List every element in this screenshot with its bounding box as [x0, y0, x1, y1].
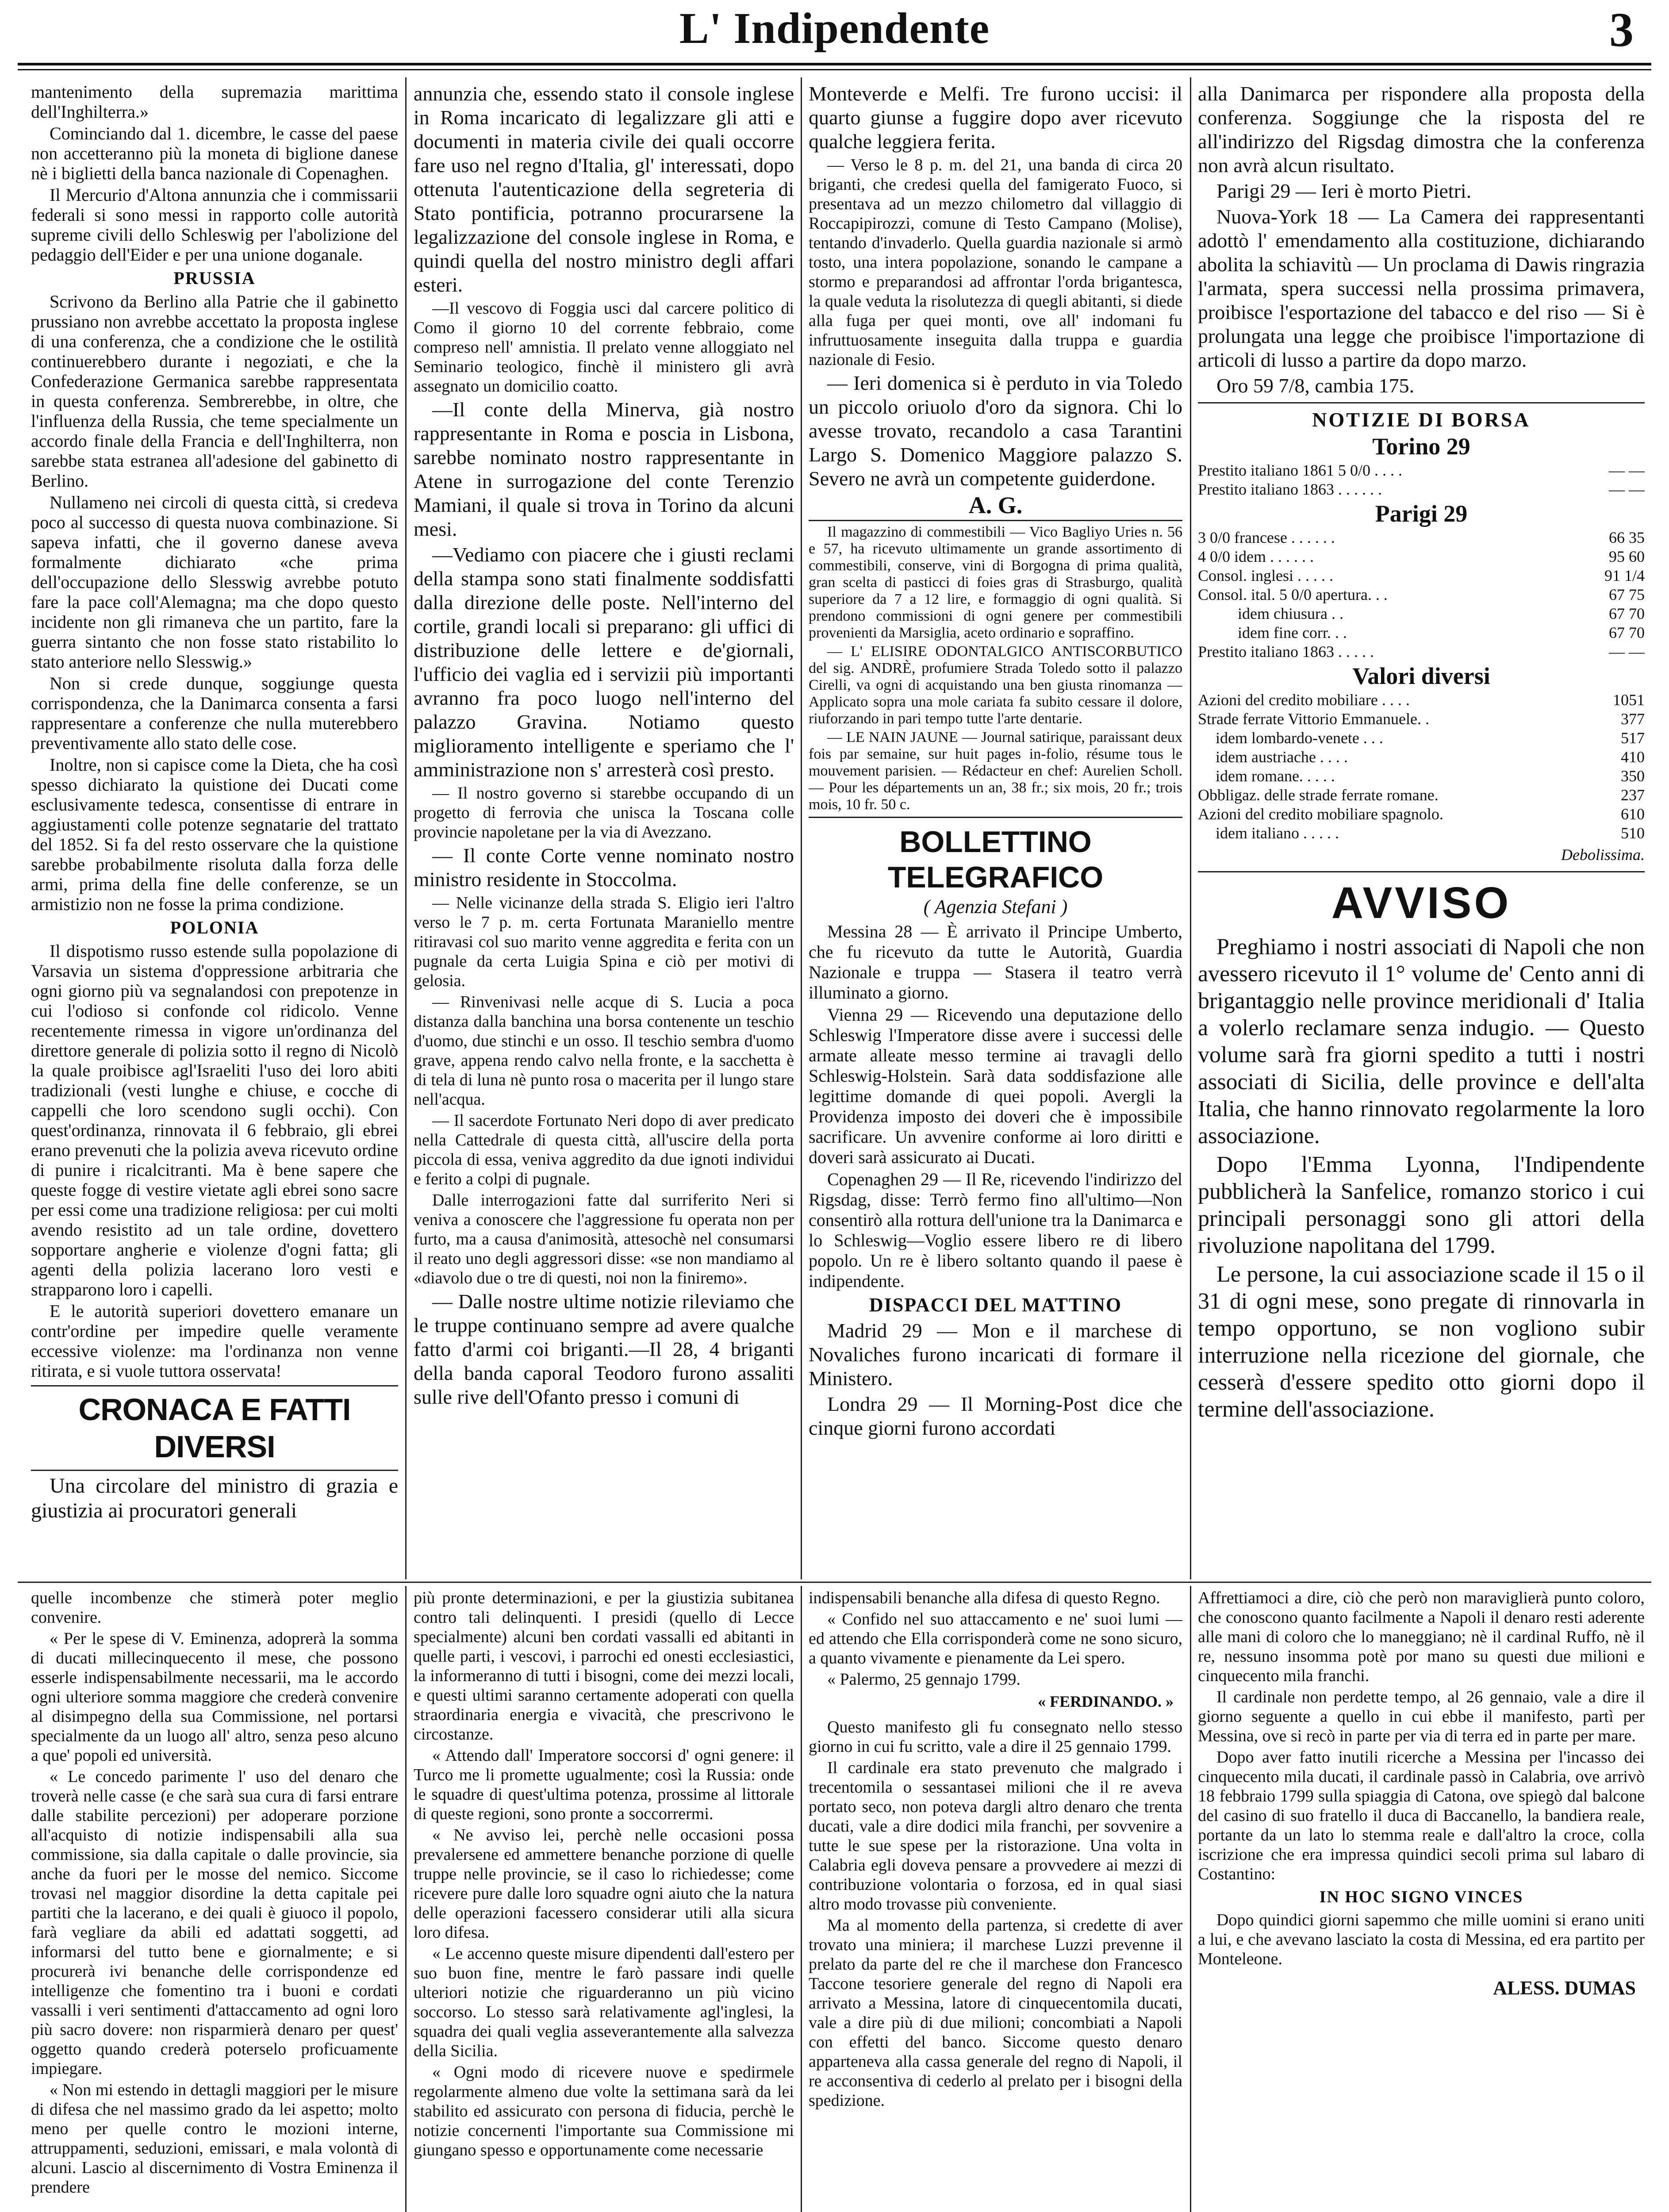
table-row [1198, 786, 1645, 805]
feuilleton-column-2 [414, 1588, 794, 2212]
feuilleton-paragraph: Dopo quindici giorni sapemmo che mille uomini si erano uniti a lui, e che avevano lasciato la costa di Messina, ed era partito per Monteleone. [1198, 1911, 1645, 1968]
stock-label: Consol. inglesi . . . . . [1198, 567, 1334, 584]
feuilleton-paragraph: indispensabili benanche alla difesa di questo Regno. [809, 1589, 1160, 1607]
article-paragraph: mantenimento della supremazia marittima dell'Inghilterra.» [31, 82, 398, 122]
stock-table-valori [1198, 691, 1645, 843]
stock-value: 410 [1621, 748, 1645, 766]
feuilleton-paragraph: Il cardinale non perdette tempo, al 26 gennaio, vale a dire il giorno seguente a quello in cui ebbe il manifesto, partì per Messina, ove si recò in parte per via di terra ed in parte per mare. [1198, 1688, 1645, 1745]
stock-value: 237 [1621, 786, 1645, 804]
stock-value: 67 70 [1609, 605, 1645, 622]
stock-value: 350 [1621, 767, 1645, 785]
stock-table-torino [1198, 461, 1645, 499]
feuilleton-separator [18, 1582, 1651, 1583]
article-paragraph: Non si crede dunque, soggiunge questa corrispondenza, che la Danimarca consenta a farsi rappresentare a conferenze che nulla muterebbero preventivamente allo stato delle cose. [31, 673, 398, 753]
letter-signature: « FERDINANDO. » [1037, 1693, 1174, 1710]
article-paragraph: Una circolare del ministro di grazia e giustizia ai procuratori generali [31, 1474, 398, 1522]
article-paragraph: Il Mercurio d'Altona annunzia che i commissarii federali si sono messi in rapporto colle autorità supreme civili dello Schleswig per l'abolizione del pedaggio dell'Eider e per una unione doganale. [31, 185, 398, 265]
article-paragraph: Nullameno nei circoli di questa città, si credeva poco al successo di questa nuova combinazione. Si sapeva infatti, che il governo danese aveva formalmente dichiarato «che prima dell'occupazione dello Slesswig avrebbe potuto fare la pace coll'Alemagna; ma che dopo questo incidente non gli rimaneva che un partito, fare la guerra sintanto che non fosse stato ristabilito lo stato anteriore nello Slesswig.» [31, 492, 398, 672]
table-row [1198, 729, 1645, 748]
stock-value: 91 1/4 [1604, 567, 1645, 584]
stock-exchange-city: Parigi 29 [1375, 500, 1468, 527]
stock-label: idem fine corr. . . [1238, 624, 1347, 641]
feuilleton-paragraph: « Palermo, 25 gennajo 1799. [827, 1670, 1021, 1689]
advertisement: — LE NAIN JAUNE — Journal satirique, paraissant deux fois par semaine, sur huit pages in-folio, résume tous le mouvement parisien. — Rédacteur en chef: Aurelien Scholl. — Pour les départements un an, 38 fr.; six mois, 20 fr.; trois mois, 10 fr. 50 c. [809, 729, 1182, 813]
telegram-item: Madrid 29 — Mon e il marchese di Novaliches furono incaricati di formare il Ministero. [809, 1319, 1182, 1390]
masthead-rule [18, 63, 1651, 65]
stock-label: idem austriache . . . . [1216, 748, 1348, 766]
article-paragraph: Cominciando dal 1. dicembre, le casse del paese non accetteranno più la moneta di biglione danese nè i biglietti della banca nazionale di Copenaghen. [31, 123, 398, 183]
feuilleton-paragraph: « Le concedo parimente l' uso del denaro che troverà nelle casse (e che sarà sua cura di farsi entrare dalle stabilite percezioni) per adoperare porzione all'acquisto di notizie indispensabili alla sua commissione, sia dalla capitale o dalle provincie, sia anche da fuori per le mosse del nemico. Siccome trovasi nel maggior disordine la detta capitale pei partiti che la lacerano, e dei quali è giuoco il popolo, farà vegliare da abili ed adattati soggetti, ad informarsi del tutto bene e giornalmente; e si procurerà ivi benanche delle corrispondenze ed intelligenze che fomentino tra i buoni e cordati vassalli i veri sentimenti d'attaccamento ad ogni loro più sacro dovere: non risparmierà denaro per quest' oggetto quando crederà poterselo proficuamente impiegare. [31, 1767, 398, 2078]
section-rule [809, 520, 1182, 521]
article-paragraph: — Nelle vicinanze della strada S. Eligio ieri l'altro verso le 7 p. m. certa Fortunata Maraniello mentre ritiravasi col suo marito venne aggredita e ferita con un pugnale da certa Luigia Spina e ciò per motivi di gelosia. [414, 894, 794, 990]
telegram-item: Copenaghen 29 — Il Re, ricevendo l'indirizzo del Rigsdag, disse: Terrò fermo fino all'ultimo—Non consentirò alla rottura dell'unione tra la Danimarca e lo Schleswig—Voglio essere libero re di libero popolo. Un re è libero soltanto quando il paese è indipendente. [809, 1169, 1182, 1291]
masthead [18, 0, 1651, 75]
feuilleton-column-1 [31, 1588, 398, 2212]
stock-value: — — [1609, 643, 1645, 661]
article-paragraph: annunzia che, essendo stato il console inglese in Roma incaricato di legalizzare gli atti e documenti in materia civile dei quali occorre fare uso nel regno d'Italia, gl' interessati, dopo ottenuta l'autenticazione della segreteria di Stato pontificia, potranno procurarsene la legalizzazione del console inglese in Roma, e quindi quella del nostro ministro degli affari esteri. [414, 82, 794, 296]
telegram-item: Oro 59 7/8, cambia 175. [1216, 374, 1415, 397]
feuilleton-paragraph: Dopo aver fatto inutili ricerche a Messina per l'incasso dei cinquecento mila ducati, il cardinale passò in Calabria, ove arrivò 18 febbraio 1799 sulla spiaggia di Catona, ove spiegò dal balcone del casino di suo fratello il duca di Baccanello, la bandiera reale, portante da un lato lo stemma reale e dall'altro la croce, colla iscrizione che era impressa quindici secoli prima sul labaro di Costantino: [1198, 1748, 1645, 1883]
article-paragraph: Scrivono da Berlino alla Patrie che il gabinetto prussiano non avrebbe accettato la proposta inglese di una conferenza, che a condizione che le ostilità continuerebbero durante i negoziati, e che la Confederazione Germanica sarebbe rappresentata in questa conferenza. Sembrerebbe, in oltre, che l'influenza della Russia, che teme specialmente un accordo finale della Francia e dell'Inghilterra, non sarebbe stata estranea all'adesione del gabinetto di Berlino. [31, 292, 398, 491]
feuilleton-paragraph: Ma al momento della partenza, si credette di aver trovato una miniera; il marchese Luzzi prevenne il prelato da parte del re che il marchese don Francesco Taccone tesoriere generale del regno di Napoli era arrivato a Messina, latore di cinquecentomila ducati, vale a dire più di due milioni; concombiati a Napoli con effetti del banco. Siccome questo denaro apparteneva alla cassa generale del regno di Napoli, il re acconsentiva di cederlo al prelato per i bisogni della spedizione. [809, 1916, 1182, 2110]
section-subheading: ( Agenzia Stefani ) [923, 896, 1068, 918]
feuilleton-paragraph: « Ogni modo di ricevere nuove e spedirmele regolarmente almeno due volte la settimana sarà da lei stabilito ed assicurato con persona di fiducia, perchè le notizie concernenti l'importante sua Commissione mi giungano spesso e opportunamente come necessarie [414, 2063, 794, 2159]
feuilleton-column-3 [809, 1588, 1182, 2212]
article-paragraph: —Vediamo con piacere che i giusti reclami della stampa sono stati finalmente soddisfatti dalla direzione delle poste. Nell'interno del cortile, grandi locali si preparano: gli uffici di distribuzione delle lettere e de'giornali, l'ufficio dei vaglia ed i servizii più importanti avranno fra poco luogo nell'interno del palazzo Gravina. Notiamo questo miglioramento intelligente e speriamo che l' amministrazione non s' arresterà così presto. [414, 543, 794, 781]
table-row [1198, 748, 1645, 767]
table-row [1198, 585, 1645, 604]
section-heading-avviso: AVVISO [1331, 878, 1512, 928]
table-row [1198, 528, 1645, 547]
section-heading-polonia: POLONIA [170, 918, 259, 937]
feuilleton-paragraph: « Ne avviso lei, perchè nelle occasioni possa prevalersene ed ammettere benanche porzione di quelle truppe nelle provincie, se il caso lo richiedesse; come ricevere pure dalle loro squadre ogni aiuto che la natura delle operazioni facessero considerar utili alla sicura loro difesa. [414, 1826, 794, 1942]
stock-value: — — [1609, 461, 1645, 479]
table-row [1198, 547, 1645, 566]
stock-label: Azioni del credito mobiliare spagnolo. [1198, 805, 1443, 823]
stock-label: Prestito italiano 1863 . . . . . [1198, 643, 1374, 661]
stock-exchange-section: Valori diversi [1352, 663, 1490, 689]
feuilleton-paragraph: « Le accenno queste misure dipendenti dall'estero per suo buon fine, mentre le farò passare indi quelle ulteriori notizie che riguarderanno un più vicino soccorso. Lo stesso sarà relativamente agl'inglesi, la squadra dei quali veglia asseverantemente alla salvezza della Sicilia. [414, 1944, 794, 2060]
article-paragraph: Monteverde e Melfi. Tre furono uccisi: il quarto giunse a fuggire dopo aver ricevuto qualche leggiera ferita. [809, 82, 1182, 153]
column-divider [1190, 1586, 1191, 2212]
stock-label: Consol. ital. 5 0/0 apertura. . . [1198, 586, 1388, 603]
section-heading-cronaca: CRONACA E FATTI DIVERSI [78, 1392, 351, 1464]
article-paragraph: Inoltre, non si capisce come la Dieta, che ha così spesso dichiarato la quistione dei Ducati come esclusivamente tedesca, consentisse di entrare in aggiustamenti colle potenze segnatarie del trattato del 1852. Si fa del resto osservare che la quistione sarebbe probabilmente risoluta dalla forza delle armi, prima della fine delle conferenze, se un armistizio non ne fosse la prima condizione. [31, 755, 398, 914]
stock-label: idem lombardo-venete . . . [1216, 729, 1383, 747]
stock-value: 610 [1621, 805, 1645, 823]
column-divider [405, 77, 407, 1579]
article-paragraph: Dalle interrogazioni fatte dal surriferito Neri si veniva a conoscere che l'aggressione fu operata non per furto, ma a causa d'animosità, attesochè nel consumarsi il reato uno degli aggressori disse: «se non mandiamo al «diavolo due o tre di questi, noi non la finiremo». [414, 1191, 794, 1287]
stock-value: — — [1609, 480, 1645, 498]
newspaper-title: L' Indipendente [679, 4, 990, 53]
column-4 [1198, 82, 1645, 1577]
advertisement: — L' ELISIRE ODONTALGICO ANTISCORBUTICO del sig. ANDRÈ, profumiere Strada Toledo sotto il palazzo Cirelli, va ogni di acquistando una ben giusta rinomanza — Applicato sopra una mole cariata fa subito cessare il dolore, riuforzando in pari tempo tutte l'arte dentarie. [809, 643, 1182, 727]
section-rule [31, 1385, 398, 1386]
masthead-rule-thin [18, 69, 1651, 70]
table-row [1198, 824, 1645, 843]
table-row [1198, 767, 1645, 786]
article-signature: A. G. [968, 492, 1023, 518]
motto: IN HOC SIGNO VINCES [1319, 1888, 1523, 1906]
telegram-item: Messina 28 — È arrivato il Principe Umberto, che fu ricevuto da tutte le Autorità, Guardia Nazionale e truppa — Stasera il teatro verrà illuminato a giorno. [809, 922, 1182, 1002]
advertisement: Il magazzino di commestibili — Vico Bagliyo Uries n. 56 e 57, ha ricevuto ultimamente un grande assortimento di commestibili, conserve, vini di Borgogna di prima qualità, gran scelta di pasticci di foies gras di Strasburgo, qualità superiore da 7 a 12 lire, e formaggio di ogni qualità. Si prendono commissioni di ogni genere per commestibili provenienti da Marsiglia, aceto ordinario e sopraffino. [809, 524, 1182, 641]
stock-label: Strade ferrate Vittorio Emmanuele. . [1198, 710, 1429, 728]
section-rule [809, 817, 1182, 818]
table-row [1198, 566, 1645, 585]
article-paragraph: — Il conte Corte venne nominato nostro ministro residente in Stoccolma. [414, 844, 794, 891]
stock-label: idem romane. . . . . [1216, 767, 1335, 785]
feuilleton-paragraph: Affrettiamoci a dire, ciò che però non maraviglierà punto coloro, che conoscono quanto facilmente a Napoli il denaro resti aderente alle mani di coloro che lo maneggiano; nè il cardinal Ruffo, nè il re, nessuno insomma potè por mano su questi due milioni e cinquecento mila franchi. [1198, 1589, 1645, 1685]
stock-exchange-title: NOTIZIE DI BORSA [1312, 408, 1531, 431]
table-row [1198, 480, 1645, 499]
stock-value: 67 70 [1609, 624, 1645, 641]
section-rule [31, 1470, 398, 1471]
table-row [1198, 642, 1645, 661]
feuilleton-paragraph: « Non mi estendo in dettagli maggiori per le misure di difesa che nel massimo grado da lei aspetto; molto meno per quelle contro le mozioni interne, attruppamenti, seduzioni, emissari, e mala volontà di alcuni. Lascio al discernimento di Vostra Eminenza il prendere [31, 2081, 398, 2197]
section-heading-bollettino: BOLLETTINO TELEGRAFICO [887, 825, 1104, 894]
feuilleton-paragraph: « Per le spese di V. Eminenza, adoprerà la somma di ducati millecinquecento il mese, che possono esserle indispensabilmente necessarii, ma le accordo ogni ulteriore somma maggiore che crederà convenire al disimpegno della sua Commissione, nel portarsi specialmente da un luogo all' altro, senza peso alcuno a que' popoli ed università. [31, 1629, 398, 1765]
telegram-item: Nuova-York 18 — La Camera dei rappresentanti adottò l' emendamento alla costituzione, dichiarando abolita la schiavitù — Un proclama di Dawis ringrazia l'armata, spera successi nella prossima primavera, proibisce l'esportazione del tabacco e del riso — Si è prolungata una legge che proibisce l'importazione di articoli di lusso a partire da dopo marzo. [1198, 205, 1645, 371]
column-divider [801, 1586, 802, 2212]
article-paragraph: Il dispotismo russo estende sulla popolazione di Varsavia un sistema d'oppressione arbitraria che ogni giorno più va segnalandosi con prepotenze in cui l'odioso si confonde col ridicolo. Venne recentemente rimessa in vigore un'ordinanza del direttore generale di polizia sotto il regno di Nicolò la quale proibisce agl'Israeliti l'uso dei loro abiti tradizionali (vesti lunghe e chiuse, e cocche di cappelli che loro scendono sugli occhi). Con quest'ordinanza, rinnovata il 6 febbraio, gli ebrei erano prevenuti che la polizia aveva ricevuto ordine di punire i ricalcitranti. Ma è bene sapere che queste fogge di vestire vietate agli ebrei sono sacre per essi come una tradizione religiosa: per cui molti avendo resistito ad un tale ordine, dovettero sopportare angherie e violenze d'ogni fatta; gli agenti della polizia lacerano loro vesti e strapparono loro i capelli. [31, 941, 398, 1299]
column-3 [809, 82, 1182, 1577]
column-divider [801, 77, 802, 1579]
notice-paragraph: Le persone, la cui associazione scade il 15 o il 31 di ogni mese, sono pregate di rinnovarla in tempo opportuno, se non vogliono subir interruzione nella ricezione del giornale, che cesserà d'essere spedito otto giorni dopo il termine dell'associazione. [1198, 1262, 1645, 1422]
feuilleton-paragraph: Questo manifesto gli fu consegnato nello stesso giorno in cui fu scritto, vale a dire il 25 gennaio 1799. [809, 1718, 1182, 1756]
stock-value: 1051 [1613, 691, 1645, 709]
stock-exchange-city: Torino 29 [1372, 433, 1470, 460]
stock-value: 66 35 [1609, 529, 1645, 546]
telegram-item: Vienna 29 — Ricevendo una deputazione dello Schleswig l'Imperatore disse avere i successi delle armate alleate messo termine ai travagli dello Schleswig-Holstein. Sarà data soddisfazione alle legittime domande di quei popoli. Avergli la Providenza imposto dei doveri che è impossibile sacrificare. Un avvenire conforme ai loro diritti e doveri sarà assicurato ai Ducati. [809, 1005, 1182, 1167]
column-divider [405, 1586, 407, 2212]
stock-value: 510 [1621, 824, 1645, 842]
table-row [1198, 461, 1645, 480]
section-heading-dispacci: DISPACCI DEL MATTINO [869, 1294, 1122, 1316]
section-heading-prussia: PRUSSIA [173, 268, 256, 288]
article-paragraph: — Dalle nostre ultime notizie rileviamo che le truppe continuano sempre ad avere qualche fatto d'armi coi briganti.—Il 28, 4 briganti della banda caporal Teodoro furono assaliti sulle rive dell'Ofanto presso i comuni di [414, 1290, 794, 1408]
table-row [1198, 604, 1645, 623]
stock-label: Prestito italiano 1861 5 0/0 . . . . [1198, 461, 1402, 479]
author-signature: ALESS. DUMAS [1493, 1977, 1636, 1999]
section-rule [1198, 871, 1645, 872]
notice-paragraph: Preghiamo i nostri associati di Napoli che non avessero ricevuto il 1° volume de' Cento anni di brigantaggio nelle province meridionali d' Italia a volerlo reclamare senza indugio. — Questo volume sarà fra giorni spedito a tutti i nostri associati di Sicilia, delle province e dell'alta Italia, che hanno rinnovato regolarmente la loro associazione. [1198, 934, 1645, 1148]
stock-table-parigi [1198, 528, 1645, 661]
table-row [1198, 623, 1645, 642]
article-paragraph: — Ieri domenica si è perduto in via Toledo un piccolo oriuolo d'oro da signora. Chi lo avesse trovato, recandolo a casa Tarantini Largo S. Domenico Maggiore palazzo S. Severo ne avrà un competente guiderdone. [809, 372, 1182, 490]
feuilleton-paragraph: più pronte determinazioni, e per la giustizia subitanea contro tali delinquenti. I presidi (quello di Lecce specialmente) alcuni ben cordati vassalli ed abitanti in quelle parti, i vescovi, i parrochi ed onesti ecclesiastici, la informeranno di tutti i bisogni, come dei mezzi locali, e questi ultimi saranno certamente adoperati con quella straordinaria energia e vivacità, che prescrivono le circostanze. [414, 1589, 794, 1743]
column-divider [1190, 77, 1191, 1579]
article-paragraph: — Il nostro governo si starebbe occupando di un progetto di ferrovia che unisca la Toscana colle provincie napoletane per la via di Avezzano. [414, 784, 794, 841]
stock-value: 517 [1621, 729, 1645, 747]
page-number: 3 [1609, 3, 1634, 57]
table-row [1198, 691, 1645, 710]
notice-paragraph: Dopo l'Emma Lyonna, l'Indipendente pubblicherà la Sanfelice, romanzo storico i cui principali personaggi sono gli attori della rivoluzione napolitana del 1799. [1198, 1152, 1645, 1258]
feuilleton-paragraph: « Confido nel suo attaccamento e ne' suoi lumi — ed attendo che Ella corrisponderà come ne sono sicuro, a quanto vivamente e pienamente da Lei spero. [809, 1610, 1182, 1667]
market-note: Debolissima. [1561, 846, 1645, 864]
article-paragraph: — Rinvenivasi nelle acque di S. Lucia a poca distanza dalla banchina una borsa contenente un teschio d'uomo, due stinchi e un osso. Il teschio sembra d'uomo grave, appena rendo calvo nella fronte, e la sacchetta è di tela di luna nè punto rosa o macerita per il lungo stare nell'acqua. [414, 993, 794, 1109]
stock-label: 4 0/0 idem . . . . . . [1198, 548, 1314, 565]
stock-value: 377 [1621, 710, 1645, 728]
article-paragraph: — Verso le 8 p. m. del 21, una banda di circa 20 briganti, che credesi quella del famigerato Fuoco, si presentava ad un mezzo chilometro dal villaggio di Roccapipirozzi, comune di Testo Campano (Molise), tentando d'invaderlo. Quella guardia nazionale si armò tosto, una intera popolazione, sonando le campane a stormo e preparandosi ad affrontar l'orda brigantesca, la quale veduta la risolutezza di quegli abitanti, si diede alla fuga per quei monti, ove all' indomani fu infruttuosamente inseguita dalla truppa e guardia nazionale di Fesio. [809, 156, 1182, 369]
stock-label: Prestito italiano 1863 . . . . . . [1198, 480, 1382, 498]
article-paragraph: —Il conte della Minerva, già nostro rappresentante in Roma e poscia in Lisbona, sarebbe nominato nostro rappresentante in Atene in surrogazione del conte Terenzio Mamiani, il quale si trova in Torino da alcuni mesi. [414, 398, 794, 540]
stock-label: Obbligaz. delle strade ferrate romane. [1198, 786, 1439, 804]
feuilleton-paragraph: « Attendo dall' Imperatore soccorsi d' ogni genere: il Turco me li promette ugualmente; così la Russia: onde le squadre di quest'ultima potenza, prossime al littorale di queste regioni, sono pronte a soccorrermi. [414, 1746, 794, 1823]
telegram-item: Parigi 29 — Ieri è morto Pietri. [1216, 180, 1472, 202]
article-paragraph: alla Danimarca per rispondere alla proposta della conferenza. Soggiunge che la risposta del re all'indirizzo del Rigsdag dimostra che la conferenza non avrà alcun risultato. [1198, 82, 1645, 177]
stock-label: 3 0/0 francese . . . . . . [1198, 529, 1335, 546]
article-paragraph: —Il vescovo di Foggia usci dal carcere politico di Como il giorno 10 del corrente febbraio, come compreso nell' amnistia. Il prelato venne alloggiato nel Seminario teologico, finchè il ministero gli avrà assegnato un domicilio coatto. [414, 299, 794, 396]
feuilleton-paragraph: Il cardinale era stato prevenuto che malgrado i trecentomila o sessantasei milioni che il re aveva portato seco, non poteva dargli altro denaro che trenta ducati, vale a dire dodici mila franchi, per sovvenire a tutte le sue spese per la ristorazione. Una volta in Calabria egli doveva pensare a provvedere ai mezzi di contribuzione volontaria o forzosa, ed in qual siasi altro modo trovasse più conveniente. [809, 1759, 1182, 1913]
feuilleton-paragraph: quelle incombenze che stimerà poter meglio convenire. [31, 1589, 398, 1627]
table-row [1198, 805, 1645, 824]
feuilleton-column-4 [1198, 1588, 1645, 2212]
article-paragraph: — Il sacerdote Fortunato Neri dopo di aver predicato nella Cattedrale di questa città, all'uscire della porta piccola di essa, veniva aggredito da due ignoti individui e ferito a colpi di pugnale. [414, 1111, 794, 1188]
stock-label: Azioni del credito mobiliare . . . . [1198, 691, 1410, 709]
article-paragraph: E le autorità superiori dovettero emanare un contr'ordine per impedire quelle veramente eccessive violenze: ma l'ordinanza non venne ritirata, e si vuole tuttora osservata! [31, 1301, 398, 1381]
table-row [1198, 710, 1645, 729]
section-rule [1198, 402, 1645, 403]
stock-value: 67 75 [1609, 586, 1645, 603]
stock-value: 95 60 [1609, 548, 1645, 565]
column-1 [31, 82, 398, 1577]
stock-label: idem italiano . . . . . [1216, 824, 1339, 842]
column-2 [414, 82, 794, 1577]
telegram-item: Londra 29 — Il Morning-Post dice che cinque giorni furono accordati [809, 1393, 1182, 1439]
stock-label: idem chiusura . . [1238, 605, 1343, 622]
